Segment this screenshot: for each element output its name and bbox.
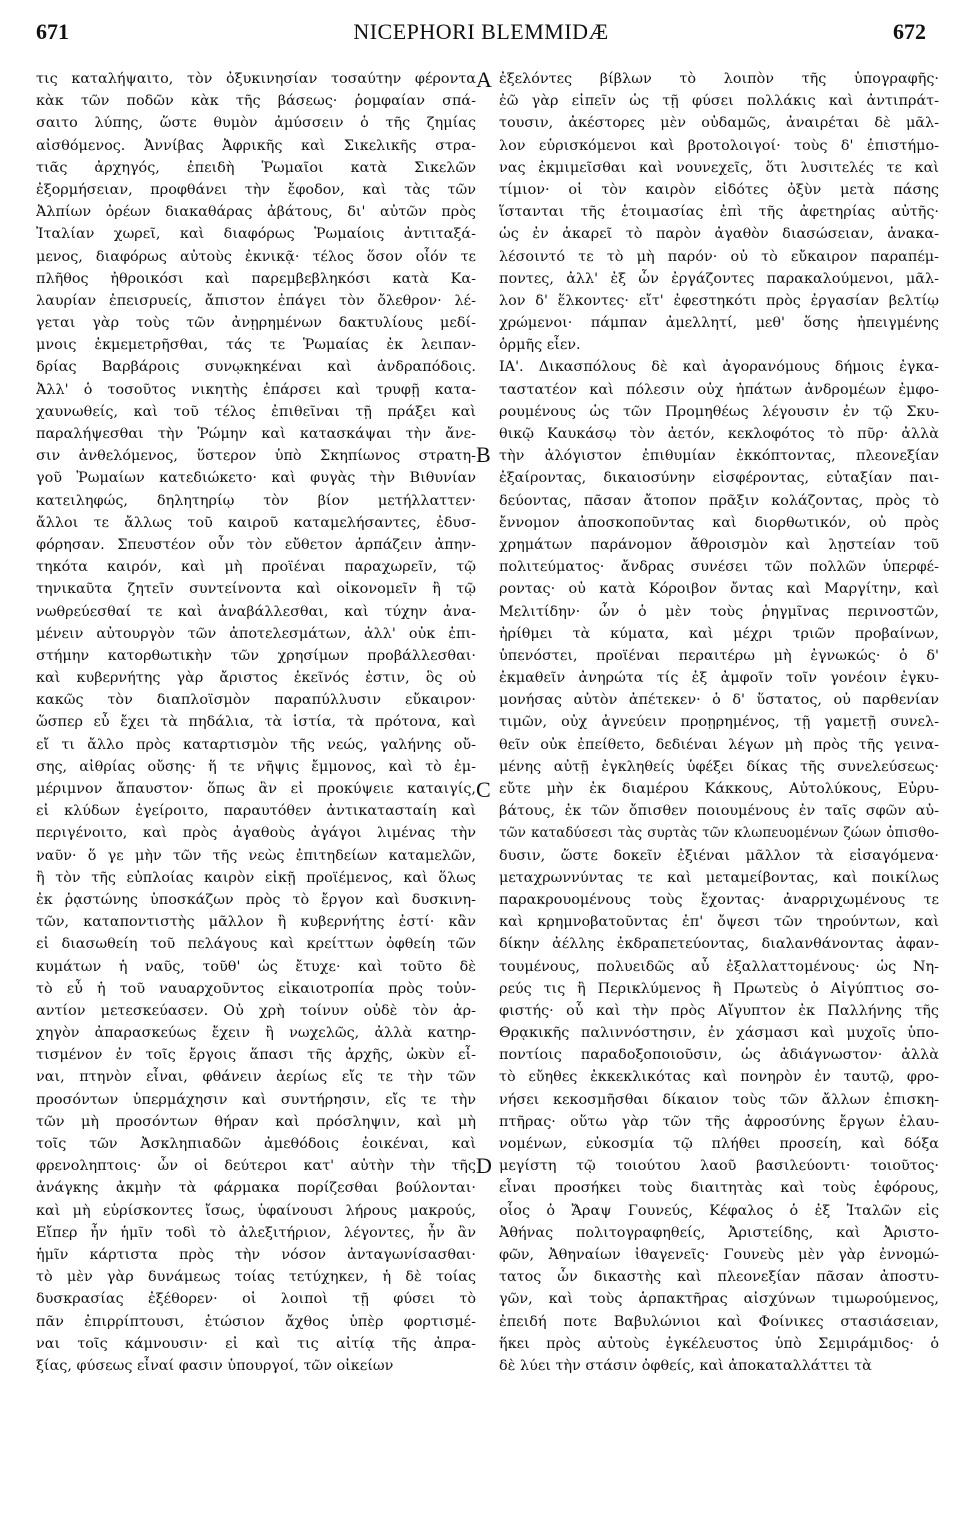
page-header	[36, 14, 926, 50]
text-line: εἴ τι ἄλλο πρὸς καταρτισμὸν τῆς νεώς, γαλήνης οὔ-	[36, 736, 476, 753]
text-line: γεται γὰρ τοὺς τῶν ἀνῃρημένων δακτυλίους μεδί-	[36, 315, 476, 332]
text-line: τὴν ἀλόγιστον ἐπιθυμίαν ἐκκόπτοντας, πλεονεξίαν	[499, 448, 939, 465]
text-line: βάτους, ἐκ τῶν ὄπισθεν ποιουμένους ἐν ταῖς σφῶν αὐ-	[499, 803, 939, 820]
text-line: πλῆθος ἠθροικόσι καὶ παρεμβεβληκόσι κατὰ Κα-	[36, 270, 476, 287]
text-line: καὶ κυβερνήτης γὰρ ἄριστος ἐκεῖνός ἐστιν, ὃς οὐ	[36, 670, 476, 687]
text-line: ὑπενόστει, προϊέναι περαιτέρω μὴ ἐγνωκώς· ὁ δ'	[499, 647, 939, 664]
text-line: δυσιν, ὥστε δοκεῖν ἐξιέναι μᾶλλον τὰ εἰσαγόμενα·	[499, 847, 939, 864]
text-line: ροντας· οὐ κατὰ Κόροιβον ὄντας καὶ Μαργίτην, καὶ	[499, 581, 939, 598]
text-line: αντίον μετεσκεύασεν. Οὐ χρὴ τοίνυν οὐδὲ τὸν ἀρ-	[36, 1002, 476, 1019]
text-line: ρουμένους ὡς τῶν Προμηθέως λέγουσιν ἐν τῷ Σκυ-	[499, 403, 939, 420]
text-line: ἀνάγκης ἀκμὴν τὰ φάρμακα πορίζεσθαι βούλονται·	[36, 1180, 476, 1197]
text-line: καὶ κρημνοβατοῦντας ἐπ' ὄψεσι τῶν τηρούντων, καὶ	[499, 914, 939, 931]
text-line: κατειληφώς, δηλητηρίῳ τὸν βίον μετήλλαττεν·	[36, 492, 476, 509]
text-line: σαιτο λύπης, ὥστε θυμὸν ἀμύσσειν ὁ τῆς ζημίας	[36, 115, 476, 132]
text-line: τηκότα καιρόν, καὶ μὴ προϊέναι παραχωρεῖν, τῷ	[36, 559, 476, 576]
text-line: ἐξαίροντας, δικαιοσύνην εἰσφέροντας, εὐταξίαν παι-	[499, 470, 939, 487]
text-line: εἶναι προσήκει τοὺς διαιτητὰς καὶ τοὺς ἐφόρους,	[499, 1180, 939, 1197]
text-line: τὸ εὔηθες ἐκκεκλικότας καὶ πονηρὸν ἐν ταυτῷ, φρο-	[499, 1069, 939, 1086]
text-line: γῶν, καὶ τοὺς ἁρπακτῆρας αἰσχύνων τιμωρούμενος,	[499, 1291, 939, 1308]
text-line: παρακρουομένους τοὺς ἔχοντας· ἀναρριχωμένους τε	[499, 891, 939, 908]
text-line: ἄλλοι τε ἄλλως τοῦ καιροῦ καταμελήσαντες, ἐδυσ-	[36, 514, 476, 531]
text-line: χηγὸν ἀπαρασκεύως ἔχειν ἢ νωχελῶς, ἀλλὰ κατηρ-	[36, 1025, 476, 1042]
text-line: ἐξελόντες βίβλων τὸ λοιπὸν τῆς ὑπογραφῆς·	[499, 71, 939, 87]
text-line: εἰ διασωθείη τοῦ πελάγους καὶ κρείττων ὀφθείη τῶν	[36, 936, 476, 953]
text-line: ναι, πτηνὸν εἶναι, φθάνειν ἀερίως εἴς τε τὴν τῶν	[36, 1069, 476, 1086]
text-line: ἠρίθμει τὰ κύματα, καὶ μέχρι τριῶν προβαίνων,	[499, 625, 939, 642]
text-line: λον εὑρισκόμενοι καὶ βροτολοιγοί· τοὺς δ' ἐπιστήμο-	[499, 137, 939, 154]
text-line: ἐκ ῥᾳστώνης ὑποσκάζων πρὸς τὸ ἔργον καὶ δυσκινη-	[36, 891, 476, 908]
text-line: σης, αἰθρίας οὔσης· ἥ τε νῆψις ἔμμονος, καὶ τὸ ἐμ-	[36, 758, 476, 775]
text-line: ἔννομον ἀποσκοποῦντας καὶ διορθωτικόν, οὐ πρὸς	[499, 514, 939, 531]
text-line: τιᾶς ἀρχηγός, ἐπειδὴ Ῥωμαῖοι κατὰ Σικελῶν	[36, 159, 476, 176]
left-page-number: 671	[36, 19, 69, 44]
text-line: ἢ τὸν τῆς εὐπλοίας καιρὸν εἰκῇ προϊέμενος, καὶ ὅλως	[36, 869, 476, 886]
text-line: πολιτεύματος· ἄνδρας συνέσει τῶν πολλῶν ὑπερφέ-	[499, 559, 939, 576]
text-line: ναι τοῖς κάμνουσιν· εἰ καὶ τις αἰτίᾳ τῆς ἀπρα-	[36, 1335, 476, 1352]
text-line: νομένων, εὐκοσμία τῷ πλήθει προσείη, καὶ δόξα	[499, 1136, 939, 1152]
left-text-column	[36, 68, 476, 1377]
text-line: τῶν καταδύσεσι τὰς συρτὰς τῶν κλωπευομένων ζώων ὀπισθο-	[499, 825, 939, 842]
text-line: ρεύς τις ἢ Περικλύμενος ἢ Πρωτεὺς ὁ Αἰγύπτιος σο-	[499, 980, 939, 997]
text-line: μονήσας αὐτὸν ἀπέτεκεν· ὁ δ' ὕστατος, οὐ παρθενίαν	[499, 692, 939, 709]
text-line: κὰκ τῶν ποδῶν κὰκ τῆς βάσεως· ῥομφαίαν σπά-	[36, 93, 476, 110]
text-line: κυμάτων ἡ ναῦς, τοῦθ' ὡς ἔτυχε· καὶ τοῦτο δὲ	[36, 958, 476, 975]
text-line: χρώμενοι· πάμπαν ἀμελλητί, μεθ' ὅσης ἠπειγμένης	[499, 315, 939, 332]
text-line: χρημάτων παράνομον ἄθροισμὸν καὶ λῃστείαν τοῦ	[499, 536, 939, 553]
text-line: τῶν μὴ προσόντων θήραν καὶ πρόσληψιν, καὶ μὴ	[36, 1113, 476, 1130]
text-line: τηνικαῦτα ζητεῖν συντείνοντα καὶ οἰκονομεῖν ἢ τῷ	[36, 581, 476, 598]
text-line: ποντες, ἀλλ' ἐξ ὧν ἐργάζοντες παρακαλούμενοι, μᾶλ-	[499, 270, 939, 287]
text-line: νήσει κεκοσμῆσθαι δίκαιον τοὺς τῶν ἄλλων ἐπισκη-	[499, 1091, 939, 1108]
text-line: μεταχρωννύντας τε καὶ μεταμείβοντας, καὶ ποικίλως	[499, 869, 939, 886]
text-line: μεγίστη τῷ τοιούτου λαοῦ βασιλεύοντι· τοιοῦτος·	[499, 1158, 939, 1175]
text-line: δρίας Βαρβάροις συνῳκηκέναι καὶ ἀνδραπόδοις.	[36, 359, 476, 376]
text-line: μενος, διαφόρως αὐτοὺς ἐκνικᾷ· τέλος ὅσον οἷόν τε	[36, 248, 476, 265]
text-line: γοῦ Ῥωμαίων κατεδιώκετο· καὶ φυγὰς τὴν Βιθυνίαν	[36, 470, 476, 487]
text-line: μένειν αὐτουργὸν τῶν ἀποτελεσμάτων, ἀλλ' οὐκ ἐπι-	[36, 625, 476, 642]
text-line: περιγένοιτο, καὶ πρὸς ἀγαθοὺς ἀγάγοι λιμένας τὴν	[36, 825, 476, 842]
text-line: στήμην κατορθωτικὴν τῶν χρησίμων προβάλλεσθαι·	[36, 647, 476, 664]
text-line: παραλήψεσθαι τὴν Ῥώμην καὶ κατασκάψαι τὴν ἄνε-	[36, 426, 476, 442]
text-line: δυσκρασίας ἐξέθορεν· οἱ λοιποὶ τῇ φύσει τὸ	[36, 1291, 476, 1308]
text-line: δεύοντας, πᾶσαν ἄτοπον πρᾶξιν κολάζοντας, πρὸς τὸ	[499, 492, 939, 509]
text-line: θεῖν οὐκ ἐπείθετο, δεδιέναι λέγων μὴ πρὸς τῆς γεινα-	[499, 736, 939, 753]
text-line: νωθρεύεσθαί τε καὶ ἀναβάλλεσθαι, καὶ τύχην ἀνα-	[36, 603, 476, 620]
text-line: τὸ μὲν γὰρ δυνάμεως τοίας τετύχηκεν, ἡ δὲ τοίας	[36, 1269, 476, 1286]
text-line: οἷος ὁ Ἄραψ Γουνεύς, Κέφαλος ὁ ἐξ Ἰταλῶν εἰς	[499, 1202, 939, 1219]
text-line: λαυρίαν ἐπεισρυείς, ἄπιστον ἐπάγει τὸν ὄλεθρον· λέ-	[36, 292, 476, 309]
text-line: φῶν, Ἀθηναίων ἰθαγενεῖς· Γουνεὺς μὲν γὰρ ἐννομώ-	[499, 1246, 939, 1263]
right-text-column	[499, 68, 939, 1377]
text-line: εὔτε μὴν ἐκ διαμέρου Κάκκους, Αὐτολύκους, Εὐρυ-	[499, 781, 939, 797]
text-line: τις καταλήψαιτο, τὸν ὀξυκινησίαν τοσαύτην φέροντα	[36, 71, 476, 87]
text-line: ξίας, φύσεως εἶναί φασιν ὑπουργοί, τῶν οἰκείων	[36, 1357, 394, 1374]
text-line: ἥκει πρὸς αὐτοὺς ἐγκέλευστος ὑπὸ Σεμιράμιδος· ὁ	[499, 1335, 939, 1352]
text-line: τὸ εὖ ἡ τοῦ ναυαρχοῦντος εἰκαιοτροπία πρὸς τοὐν-	[36, 980, 476, 997]
text-line: εἰ κλύδων ἐγείροιτο, παραυτόθεν ἀντικατασταίη καὶ	[36, 803, 476, 820]
text-line: ὁρμῆς εἶεν.	[499, 337, 581, 354]
text-line: ἡμῖν κάρτιστα πρὸς τὴν νόσον ἀνταγωνίσασθαι·	[36, 1246, 476, 1263]
text-line: ἐξορμήσειαν, προφθάνει τὴν ἔφοδον, καὶ τὰς τῶν	[36, 181, 476, 198]
text-line: τισμένον ἐν τοῖς ἔργοις ἅπασι τῆς ἀρχῆς, ὠκὺν εἶ-	[36, 1047, 476, 1064]
margin-marker-a: A	[476, 67, 492, 92]
text-line: λέσοιντό τε τὸ μὴ παρόν· οὐ τὸ εὔκαιρον παραπέμ-	[499, 248, 939, 265]
text-line: Θρᾳκικῆς παλιννόστησιν, ἐν χάσμασι καὶ μυχοῖς ὑπο-	[499, 1025, 939, 1042]
text-line: φρενοληπτοις· ὧν οἱ δεύτεροι κατ' αὐτὴν τὴν τῆς	[36, 1158, 476, 1175]
text-line: πᾶν ἐπιρρίπτουσι, ἐτώσιον ἄχθος ὑπὲρ φορτισμέ-	[36, 1313, 476, 1330]
text-line: τιμῶν, οὐχ ἁγνεύειν προῃρημένος, τῇ γαμετῇ συνελ-	[499, 714, 939, 731]
text-line: τουσιν, ἀκέστορες μὲν οὐδαμῶς, ἀναιρέται δὲ μᾶλ-	[499, 115, 939, 132]
text-line: δίκην ἀέλλης ἐκδραπετεύοντας, διαλανθάνοντας ἀφαν-	[499, 936, 939, 953]
text-line: τατος ὧν δικαστὴς καὶ πλεονεξίαν πᾶσαν ἀποστυ-	[499, 1269, 939, 1286]
text-line: φόρησαν. Σπευστέον οὖν τὸν εὔθετον ἁρπάζειν ἀπην-	[36, 536, 476, 553]
text-line: προσόντων ὑπερμάχησιν καὶ συντήρησιν, εἴς τε τὴν	[36, 1091, 476, 1108]
text-line: μέριμνον ἄπαυστον· ὅπως ἂν εἰ προκύψειε καταιγίς,	[36, 781, 476, 797]
text-line: σιν ἀνθελόμενος, ὕστερον ὑπὸ Σκηπίωνος στρατη-	[36, 448, 476, 465]
text-line: τοῖς τῶν Ἀσκληπιαδῶν ἀμεθόδοις ἐοικέναι, καὶ	[36, 1136, 476, 1152]
text-line: ταστατέον καὶ πόλεσιν οὐχ ἠπάτων ἀνδρομέων ἐμφο-	[499, 381, 939, 398]
text-line: φιστής· οὗ καὶ τὴν πρὸς Αἴγυπτον ἐκ Παλλήνης τῆς	[499, 1002, 939, 1019]
text-line: θικῷ Καυκάσῳ τὸν ἀετόν, κεκλοφότος τὸ πῦρ· ἀλλὰ	[499, 426, 939, 442]
text-line: ὥσπερ εὖ ἔχει τὰ πηδάλια, τὰ ἱστία, τὰ πρότονα, καὶ	[36, 714, 476, 731]
margin-marker-b: B	[476, 442, 491, 467]
text-line: Εἴπερ ἦν ἡμῖν τοδὶ τὸ ἀλεξιτήριον, λέγοντες, ἦν ἂν	[36, 1224, 476, 1241]
text-line: ὡς ἐν ἀκαρεῖ τὸ παρὸν ἀγαθὸν διασώσειαν, ἀνακα-	[499, 226, 939, 243]
text-line: μνοις ἐκμεμετρῆσθαι, τάς τε Ῥωμαίας ἐκ λειπαν-	[36, 337, 476, 354]
text-line: Ἀλλ' ὁ τοσοῦτος νικητὴς ἐπάρσει καὶ τρυφῇ κατα-	[36, 381, 476, 398]
text-line: ἵστανται τῆς ἑτοιμασίας ἐπὶ τῆς ἀφετηρίας αὐτῆς·	[499, 204, 939, 221]
right-page-number: 672	[893, 19, 926, 44]
text-line: Ἰταλίαν χωρεῖ, καὶ διαφόρως Ῥωμαίοις ἀντιταξά-	[36, 226, 476, 243]
text-line: πτῆρας· οὕτω γὰρ τῶν τῆς ἀφροσύνης ἔργων ἐλαυ-	[499, 1113, 939, 1130]
text-line: ἐῶ γὰρ εἰπεῖν ὡς τῇ φύσει πολλάκις καὶ ἀντιπράτ-	[499, 93, 939, 110]
text-line: ἐπειδή ποτε Βαβυλώνιοι καὶ Φοίνικες στασιάσειαν,	[499, 1313, 939, 1330]
text-line: δὲ λύει τὴν στάσιν ὀφθείς, καὶ ἀποκαταλλάττει τὰ	[499, 1357, 872, 1374]
text-line: Μελιτίδην· ὧν ὁ μὲν τοὺς ῥηγμῖνας περινοστῶν,	[499, 603, 939, 620]
running-title: NICEPHORI BLEMMIDÆ	[353, 19, 609, 44]
text-line: μένης αὐτῇ ἐγκληθείς ὑφέξει δίκας τῆς συνελεύσεως·	[499, 758, 939, 775]
text-line: Ἀλπίων ὀρέων διακαθάρας ἀβάτους, δι' αὐτῶν πρὸς	[36, 204, 476, 221]
text-line: ναῦν· ὅ γε μὴν τῶν τῆς νεὼς ἐπιτηδείων καταμελῶν,	[36, 847, 476, 864]
text-line: τίμιον· οἱ τὸν καιρὸν εἰδότες ὀξὺν μετὰ πάσης	[499, 181, 939, 198]
text-line: λον δ' ἕλκοντες· εἴτ' ἐφεστηκότι πρὸς ἐργασίαν βελτίῳ	[499, 292, 939, 309]
text-line: νας ἐκμιμεῖσθαι καὶ νουνεχεῖς, ὅτι λυσιτελές τε καὶ	[499, 159, 939, 176]
text-line: Ἀθήνας πολιτογραφηθείς, Ἀριστείδης, καὶ Ἀριστο-	[499, 1224, 939, 1241]
text-line: ΙΑ'. Δικασπόλους δὲ καὶ ἀγορανόμους δήμοις ἐγκα-	[499, 359, 939, 376]
text-line: αἰσθόμενος. Ἀννίβας Ἀφρικῆς καὶ Σικελικῆς στρα-	[36, 137, 476, 154]
margin-marker-d: D	[476, 1153, 492, 1178]
text-line: τουμένους, πολυειδῶς αὖ ἐξαλλαττομένους· ὡς Νη-	[499, 958, 939, 975]
text-line: ποντίοις παραδοξοποιοῦσιν, ὡς ἀδιάγνωστον· ἀλλὰ	[499, 1047, 939, 1064]
text-line: κακῶς τὸν διαπλοϊσμὸν παραπύλλυσιν εὔκαιρον·	[36, 692, 476, 709]
text-line: καὶ μὴ εὑρίσκοντες ἴσως, ὑφαίνουσι λήρους μακρούς,	[36, 1202, 476, 1219]
text-line: χαυνωθείς, καὶ τοῦ τέλος ἐπιθεῖναι τῇ πράξει καὶ	[36, 403, 476, 420]
text-line: ἐκμαθεῖν ἀνηρώτα τίς ἐξ ἀμφοῖν τοῖν γονέοιν ἐγκυ-	[499, 670, 939, 687]
text-line: τῶν, καταποντιστὴς μᾶλλον ἢ κυβερνήτης ἐστί· κἂν	[36, 914, 476, 931]
margin-marker-c: C	[476, 777, 491, 802]
